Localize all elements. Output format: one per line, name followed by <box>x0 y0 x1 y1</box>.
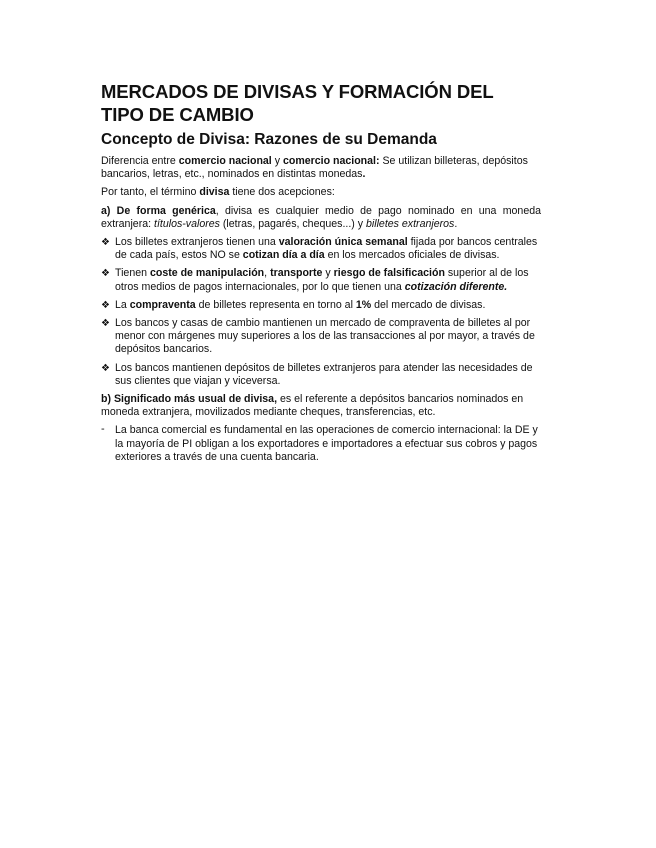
diamond-bullet-icon: ❖ <box>101 268 110 280</box>
bullet-text: superior al de los otros medios de pagos internacionales, por lo que tienen una <box>115 267 529 293</box>
bullet-text: del mercado de divisas. <box>371 298 486 311</box>
dash-item-text: La banca comercial es fundamental en las operaciones de comercio internacional: la DE y la mayoría de PI obligan a los exportadores e importadores a efectuar sus cobros y pagos exteriores a través de una cuenta bancaria. <box>115 424 538 463</box>
intro-bold-3: . <box>362 168 366 181</box>
bullet-item <box>101 317 541 357</box>
section-a-heading: a) De forma genérica <box>101 204 216 217</box>
diamond-bullet-icon: ❖ <box>101 237 110 249</box>
acepciones-bold-1: divisa <box>199 186 230 199</box>
bullet-text: y <box>322 267 334 280</box>
bullet-text: Tienen <box>115 267 150 280</box>
intro-paragraph <box>101 155 541 181</box>
bullet-text: en los mercados oficiales de divisas. <box>324 249 500 262</box>
bullet-item <box>101 362 541 388</box>
bullet-item <box>101 236 541 262</box>
section-b-heading: b) Significado más usual de divisa, <box>101 393 278 406</box>
section-subtitle: Concepto de Divisa: Razones de su Demanda <box>101 131 437 148</box>
bullet-item <box>101 267 541 293</box>
bullet-bold-italic: cotización diferente. <box>404 280 508 293</box>
diamond-bullet-icon: ❖ <box>101 318 110 330</box>
diamond-bullet-icon: ❖ <box>101 299 110 311</box>
section-a-text-3: . <box>454 217 458 230</box>
acepciones-paragraph <box>101 186 541 199</box>
intro-bold-1: comercio nacional <box>178 155 272 167</box>
bullet-bold: riesgo de falsificación <box>333 267 445 280</box>
section-a-italic-1: títulos-valores <box>154 217 220 230</box>
bullet-text: Los bancos mantienen depósitos de billetes extranjeros para atender las necesidades de sus clientes que viajan y viceversa. <box>115 361 533 387</box>
diamond-bullet-icon: ❖ <box>101 362 110 374</box>
bullet-bold: transporte <box>270 267 323 280</box>
section-b-paragraph <box>101 393 541 419</box>
acepciones-text-1: Por tanto, el término <box>101 186 200 199</box>
intro-text-2: y <box>271 155 283 167</box>
bullet-item <box>101 299 541 312</box>
bullet-text: , <box>264 267 271 280</box>
bullet-bold: coste de manipulación <box>149 267 265 280</box>
section-a-text-2: (letras, pagarés, cheques...) y <box>219 217 366 230</box>
document-page <box>101 80 541 469</box>
section-a-paragraph <box>101 205 541 231</box>
bullet-text: fijada por bancos centrales de cada país, estos NO se <box>115 236 538 262</box>
intro-bold-2: comercio nacional: <box>282 155 380 167</box>
bullet-text: Los bancos y casas de cambio mantienen un mercado de compraventa de billetes al por menor con márgenes muy superiores a los de las transacciones al por mayor, a través de depósitos bancarios. <box>115 317 535 356</box>
bullet-text: Los billetes extranjeros tienen una <box>115 236 279 249</box>
bullet-text: de billetes representa en torno al <box>195 298 356 311</box>
bullet-text: La <box>115 298 130 311</box>
bullet-bold: cotizan día a día <box>242 249 325 262</box>
acepciones-text-2: tiene dos acepciones: <box>229 186 335 199</box>
page-title: MERCADOS DE DIVISAS Y FORMACIÓN DEL TIPO DE CAMBIO <box>101 81 494 125</box>
bullet-bold: valoración única semanal <box>278 236 408 249</box>
section-a-text-1: , divisa es cualquier medio de pago nominado en una moneda extranjera: <box>101 204 541 230</box>
intro-text-1: Diferencia entre <box>101 155 179 167</box>
bullet-bold: compraventa <box>129 298 196 311</box>
dash-bullet-icon: - <box>101 423 105 436</box>
section-b-text: es el referente a depósitos bancarios nominados en moneda extranjera, movilizados mediante cheques, transferencias, etc. <box>101 393 524 419</box>
intro-text-3: Se utilizan billeteras, depósitos bancarios, letras, etc., nominados en distintas monedas <box>101 155 528 181</box>
dash-list-item <box>101 424 541 464</box>
bullet-bold: 1% <box>355 298 372 311</box>
section-a-italic-2: billetes extranjeros <box>365 217 455 230</box>
